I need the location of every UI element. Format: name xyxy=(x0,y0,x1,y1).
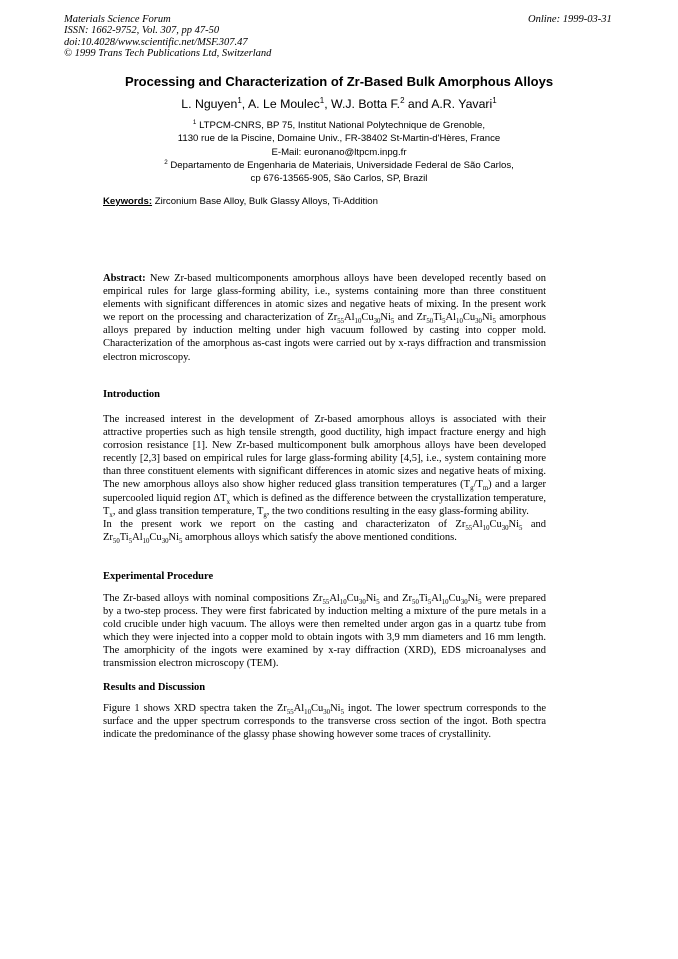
element-count: 30 xyxy=(161,537,169,545)
element-count: 30 xyxy=(501,524,509,532)
online-date: Online: 1999-03-31 xyxy=(528,14,612,25)
element-count: 5 xyxy=(128,537,133,545)
affiliation-1-line-1: LTPCM-CNRS, BP 75, Institut National Polytechnique de Grenoble, xyxy=(199,120,486,131)
element-symbol: Ni xyxy=(330,703,341,714)
alloy-formula-1 xyxy=(327,312,395,326)
element-count: 5 xyxy=(376,599,380,607)
element-count: 50 xyxy=(412,599,419,607)
element-count: 10 xyxy=(304,709,311,717)
author-list xyxy=(0,97,678,111)
journal-name: Materials Science Forum xyxy=(64,14,171,25)
abstract-text-2: and xyxy=(394,312,417,324)
element-symbol: Zr xyxy=(455,518,466,530)
introduction-paragraph-1 xyxy=(103,413,546,518)
element-count: 10 xyxy=(482,524,490,532)
element-count: 30 xyxy=(323,709,331,717)
alloy-formula-1 xyxy=(312,593,380,607)
element-symbol: Cu xyxy=(448,593,461,604)
intro-subscript: m xyxy=(482,485,489,493)
element-symbol: Ti xyxy=(433,312,443,324)
element-count: 10 xyxy=(441,599,449,607)
element-symbol: Ti xyxy=(119,531,129,543)
element-count: 50 xyxy=(112,537,120,545)
affiliation-1 xyxy=(0,119,678,159)
element-symbol: Ti xyxy=(418,593,428,604)
author-affiliation-number: 1 xyxy=(492,95,497,105)
author-affiliation-number: 2 xyxy=(400,95,405,105)
alloy-formula-1 xyxy=(276,703,344,717)
alloy-formula-2 xyxy=(402,593,482,607)
element-count: 5 xyxy=(340,709,344,717)
intro-subscript: x xyxy=(109,511,113,519)
element-symbol: Zr xyxy=(327,312,338,324)
alloy-formula-1 xyxy=(455,519,522,530)
intro-text: which is defined as the difference between the crystallization temperature, T xyxy=(103,492,546,517)
element-symbol: Ni xyxy=(168,531,179,543)
element-symbol: Cu xyxy=(462,312,476,324)
element-symbol: Ni xyxy=(467,593,479,604)
keywords-text: Zirconium Base Alloy, Bulk Glassy Alloys, Ti-Addition xyxy=(152,196,378,207)
results-text: Figure 1 shows XRD spectra taken the xyxy=(103,703,277,714)
experimental-text: and xyxy=(379,593,403,604)
author-name: A. Le Moulec xyxy=(247,97,320,111)
element-symbol: Cu xyxy=(361,312,374,324)
element-symbol: Zr xyxy=(103,531,113,543)
element-symbol: Zr xyxy=(312,593,323,604)
element-count: 10 xyxy=(354,318,362,326)
intro-text: amorphous alloys which satisfy the above mentioned conditions. xyxy=(182,531,457,543)
element-symbol: Zr xyxy=(402,593,413,604)
element-count: 30 xyxy=(373,318,381,326)
author-affiliation-number: 1 xyxy=(237,95,242,105)
element-symbol: Ni xyxy=(508,518,520,530)
intro-text: , and glass transition temperature, T xyxy=(112,505,264,517)
element-count: 5 xyxy=(478,599,482,607)
experimental-text: The Zr-based alloys with nominal compositions xyxy=(103,593,313,604)
author-affiliation-number: 1 xyxy=(319,95,325,105)
element-count: 5 xyxy=(492,318,496,326)
element-count: 55 xyxy=(322,599,330,607)
author-name: A.R. Yavari xyxy=(431,97,493,111)
element-count: 30 xyxy=(475,318,482,326)
intro-text: , the two conditions resulting in the easy glass-forming ability. xyxy=(266,505,529,517)
doi-line: doi:10.4028/www.scientific.net/MSF.307.47 xyxy=(64,36,248,48)
affiliation-2-number: 2 xyxy=(164,158,168,166)
intro-subscript: g xyxy=(470,485,474,493)
keywords xyxy=(103,196,378,207)
element-count: 5 xyxy=(442,318,446,326)
results-body xyxy=(103,702,546,741)
intro-text: /T xyxy=(473,479,483,491)
element-symbol: Ni xyxy=(380,312,391,324)
element-symbol: Al xyxy=(445,312,457,324)
element-count: 50 xyxy=(426,318,434,326)
element-symbol: Cu xyxy=(310,703,324,714)
element-count: 55 xyxy=(286,709,294,717)
element-symbol: Al xyxy=(293,703,305,714)
copyright-line: © 1999 Trans Tech Publications Ltd, Switzerland xyxy=(64,48,272,60)
author-name: L. Nguyen xyxy=(181,97,238,111)
element-count: 5 xyxy=(427,599,432,607)
journal-header xyxy=(64,14,271,60)
affiliation-1-number: 1 xyxy=(192,118,197,126)
intro-text: and xyxy=(522,518,546,530)
element-symbol: Ni xyxy=(481,312,493,324)
abstract xyxy=(103,272,546,364)
affiliation-2 xyxy=(0,159,678,186)
element-count: 55 xyxy=(465,524,473,532)
abstract-text-1: New Zr-based multicomponents amorphous alloys have been developed recently based on empirical rules for large glass-forming ability, i.e., systems containing more than three constituent elements with significant differences in atomic sizes and negative heats of mixing. In the present work we report on the processing and characterization of xyxy=(103,273,546,324)
affiliation-1-line-2: 1130 rue de la Piscine, Domaine Univ., FR-38402 St-Martin-d'Hères, France xyxy=(177,133,501,145)
experimental-text: were prepared by a two-step process. They were first fabricated by induction melting a mixture of the pure metals in a cold crucible under high vacuum. The alloys were then remelted under argon gas in a quartz tube from which they were injected into a copper mold to obtain ingots with 3,9 mm diameters and 16 mm length. The amorphicity of the ingots were examined by x-ray diffraction (XRD), EDS microanalyses and transmission electron microscopy (TEM). xyxy=(103,593,546,670)
author-separator: , xyxy=(241,97,248,111)
element-count: 30 xyxy=(460,599,468,607)
intro-text: The increased interest in the development of Zr-based amorphous alloys is associated with their attractive properties such as high tensile strength, good ductility, high impact fracture energy and high corrosion resistance [1]. New Zr-based multicomponent bulk amorphous alloys have been developed recently [2,3] based on empirical rules for large glass-forming ability [4,5], i.e., system containing more than three constituent elements with significant differences in atomic sizes and negative heats of mixing. The new amorphous alloys also show higher reduced glass transition temperatures (T xyxy=(103,414,546,491)
element-count: 10 xyxy=(456,318,463,326)
element-symbol: Cu xyxy=(489,518,502,530)
element-count: 10 xyxy=(142,537,150,545)
element-symbol: Al xyxy=(472,518,483,530)
element-count: 30 xyxy=(358,599,366,607)
paper-title: Processing and Characterization of Zr-Based Bulk Amorphous Alloys xyxy=(124,74,554,89)
results-text: ingot. The lower spectrum corresponds to the surface and the upper spectrum corresponds to the transverse cross section of the ingot. Both spectra indicate the predominance of the glassy phase showing however some traces of crystallinity. xyxy=(103,703,546,741)
element-symbol: Al xyxy=(344,312,355,324)
alloy-formula-2 xyxy=(416,312,496,326)
element-count: 5 xyxy=(519,524,523,532)
element-count: 10 xyxy=(339,599,347,607)
element-symbol: Ni xyxy=(365,593,377,604)
section-heading-experimental: Experimental Procedure xyxy=(103,571,214,582)
affiliation-2-line-1: Departamento de Engenharia de Materiais, Universidade Federal de São Carlos, xyxy=(170,160,514,171)
intro-text: ) and a larger supercooled liquid region ΔT xyxy=(103,479,546,504)
intro-text: In the present work we report on the casting and characterizaton of xyxy=(103,518,456,530)
introduction-body xyxy=(103,413,546,544)
section-heading-introduction: Introduction xyxy=(103,389,160,400)
keywords-label: Keywords: xyxy=(103,196,153,207)
affiliation-1-email: E-Mail: euronano@ltpcm.inpg.fr xyxy=(271,146,407,158)
element-symbol: Al xyxy=(132,531,143,543)
alloy-formula-2 xyxy=(103,532,182,543)
element-symbol: Cu xyxy=(149,531,162,543)
element-symbol: Al xyxy=(329,593,340,604)
element-symbol: Zr xyxy=(276,703,287,714)
intro-subscript: x xyxy=(226,498,230,506)
affiliation-2-line-2: cp 676-13565-905, São Carlos, SP, Brazil xyxy=(250,173,428,185)
abstract-text-3: amorphous alloys prepared by induction melting under high vacuum followed by casting into copper mold. Characterization of the amorphous as-cast ingots were carried out by x-rays diffraction and transmission electron microscopy. xyxy=(103,312,546,363)
element-symbol: Al xyxy=(431,593,442,604)
issn-line: ISSN: 1662-9752, Vol. 307, pp 47-50 xyxy=(64,25,220,37)
element-count: 5 xyxy=(179,537,183,545)
introduction-paragraph-2 xyxy=(103,518,546,544)
abstract-label: Abstract: xyxy=(103,273,146,284)
experimental-body xyxy=(103,592,546,671)
element-count: 55 xyxy=(337,318,345,326)
author-separator: and xyxy=(404,97,432,111)
element-count: 5 xyxy=(390,318,395,326)
intro-subscript: g xyxy=(263,511,267,519)
section-heading-results: Results and Discussion xyxy=(103,682,206,693)
element-symbol: Zr xyxy=(416,312,427,324)
author-separator: , xyxy=(324,97,332,111)
author-name: W.J. Botta F. xyxy=(331,97,401,111)
element-symbol: Cu xyxy=(346,593,359,604)
